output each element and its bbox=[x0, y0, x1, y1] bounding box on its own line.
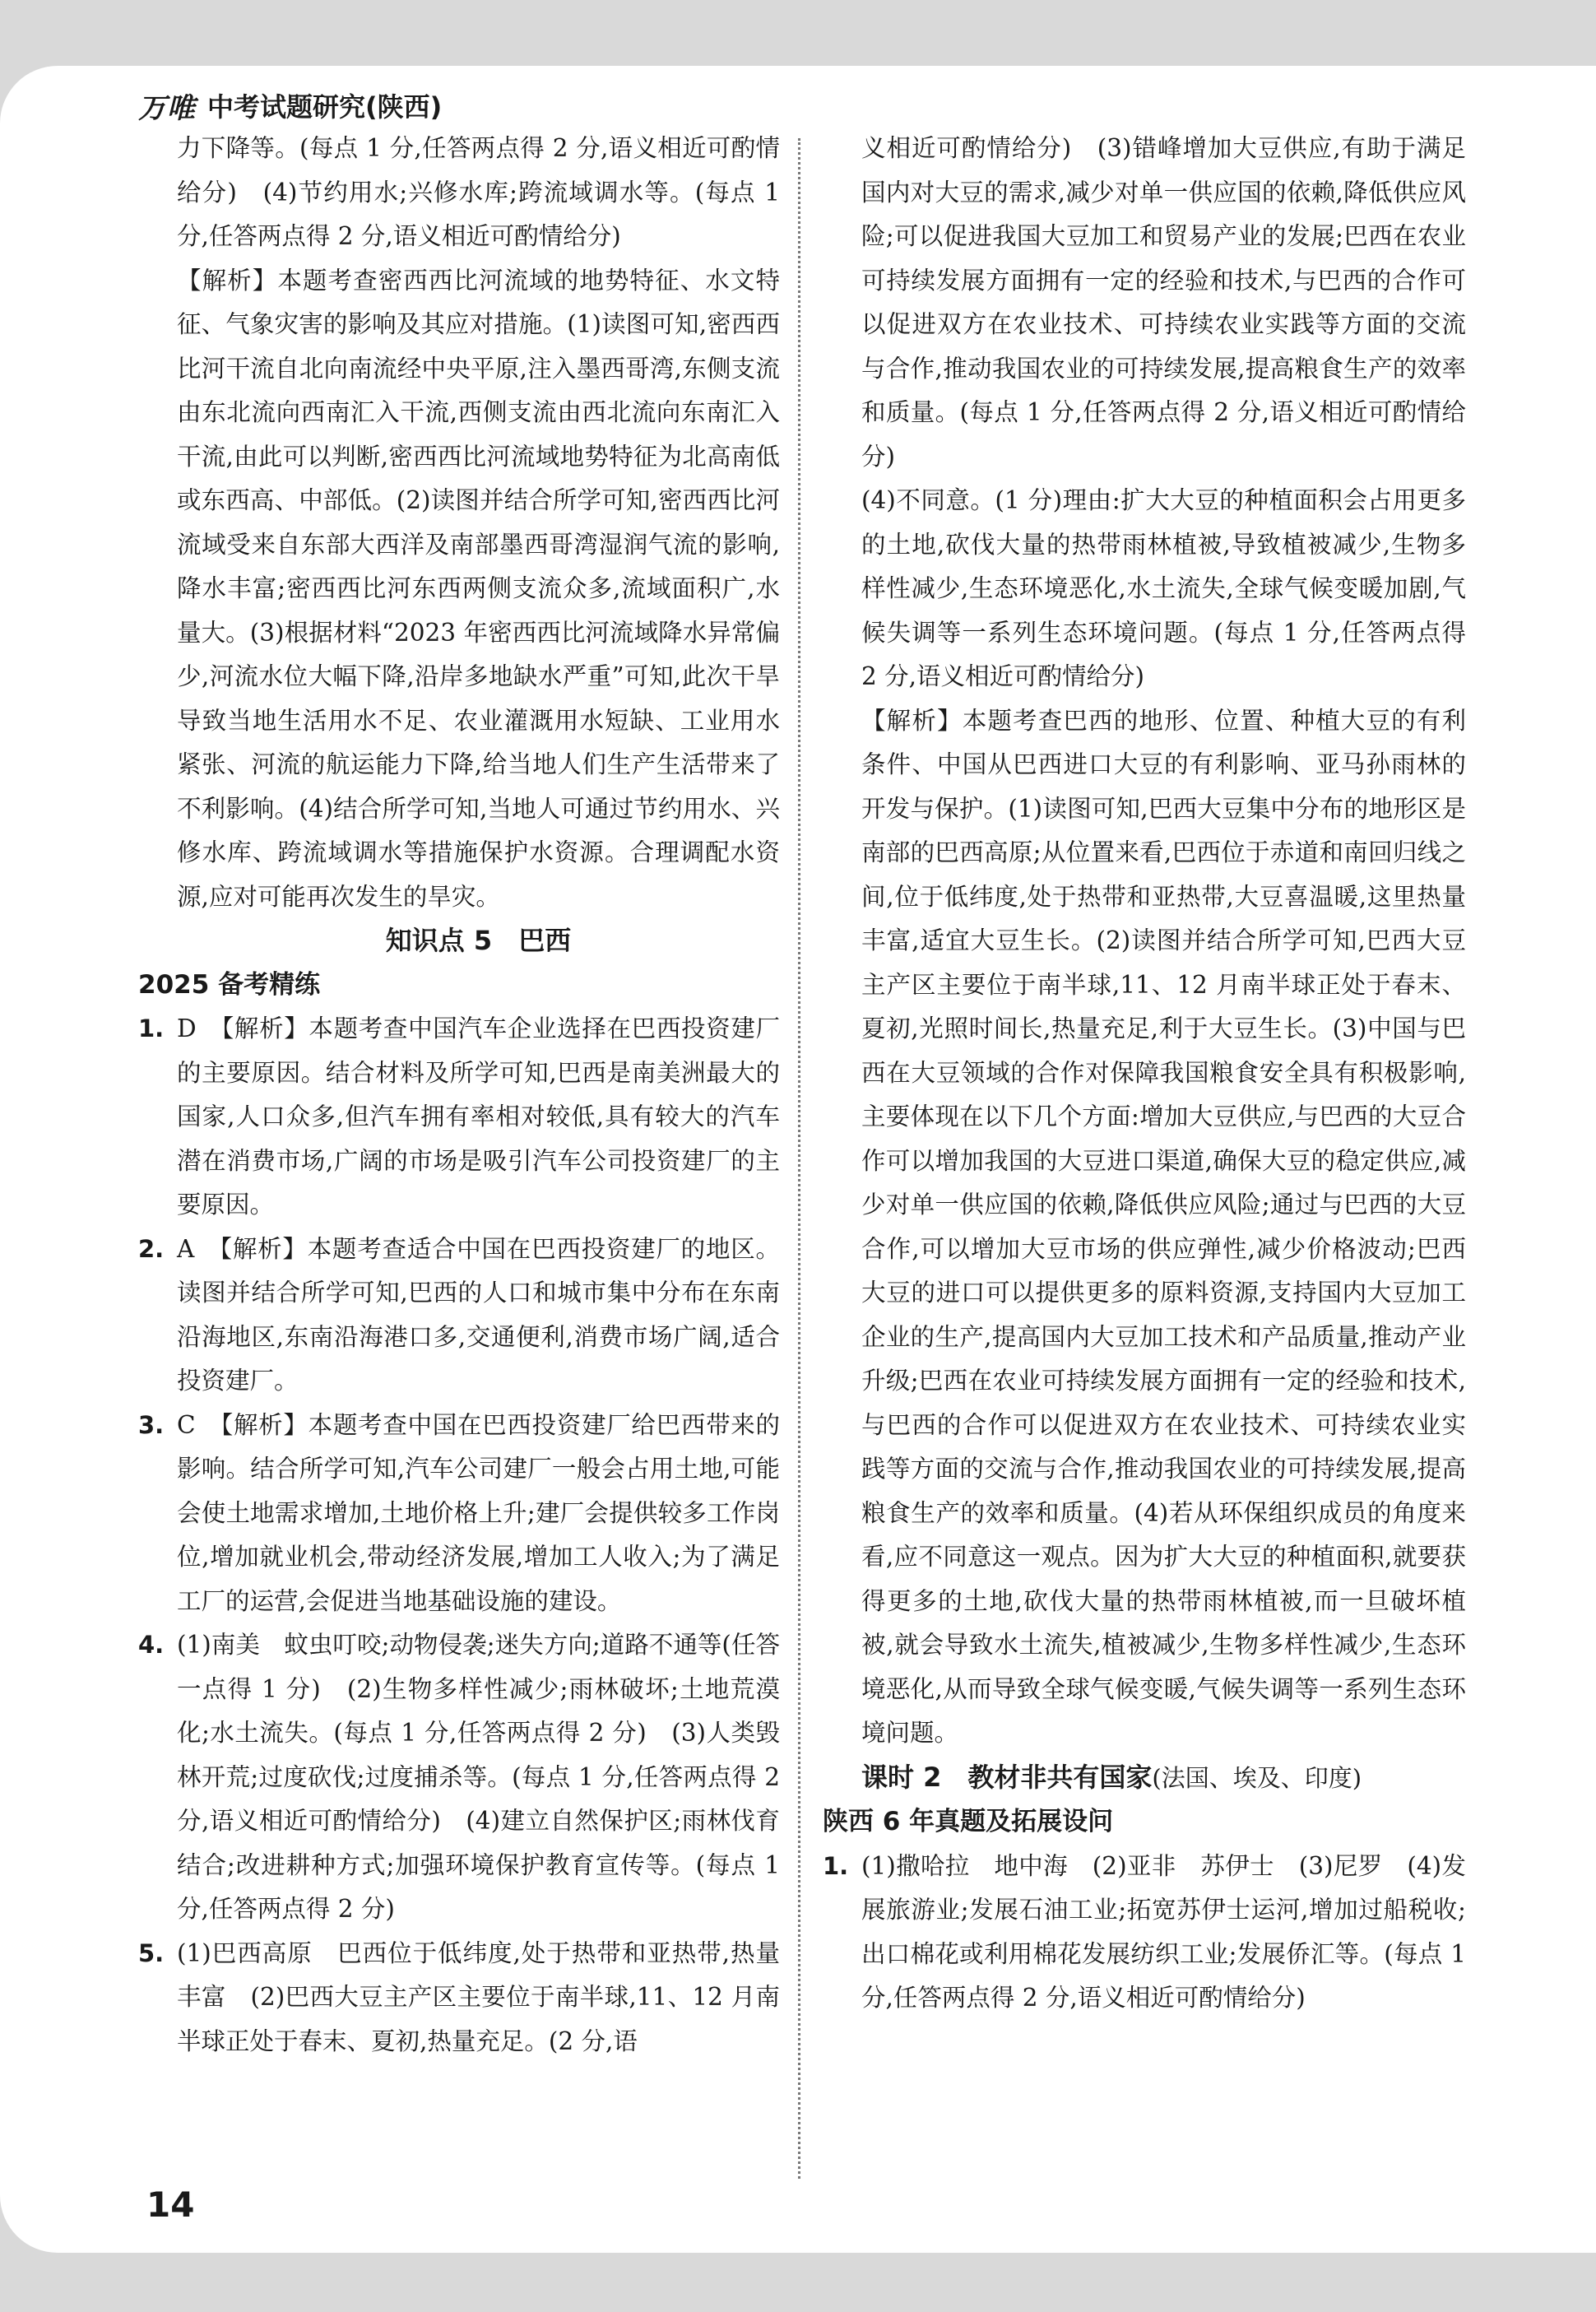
analysis-paragraph: 【解析】本题考查巴西的地形、位置、种植大豆的有利条件、中国从巴西进口大豆的有利影响、亚马孙雨林的开发与保护。(1)读图可知,巴西大豆集中分布的地形区是南部的巴西高原;从位置来看,巴西位于赤道和南回归线之间,位于低纬度,处于热带和亚热带,大豆喜温暖,这里热量丰富,适宜大豆生长。(2)读图并结合所学可知,巴西大豆主产区主要位于南半球,11、12 月南半球正处于春末、夏初,光照时间长,热量充足,利于大豆生长。(3)中国与巴西在大豆领域的合作对保障我国粮食安全具有积极影响,主要体现在以下几个方面:增加大豆供应,与巴西的大豆合作可以增加我国的大豆进口渠道,确保大豆的稳定供应,减少对单一供应国的依赖,降低供应风险;通过与巴西的大豆合作,可以增加大豆市场的供应弹性,减少价格波动;巴西大豆的进口可以提供更多的原料资源,支持国内大豆加工企业的生产,提高国内大豆加工技术和产品质量,推动产业升级;巴西在农业可持续发展方面拥有一定的经验和技术,与巴西的合作可以促进双方在农业技术、可持续农业实践等方面的交流与合作,推动我国农业的可持续发展,提高粮食生产的效率和质量。(4)若从环保组织成员的角度来看,应不同意这一观点。因为扩大大豆的种植面积,就要获得更多的土地,砍伐大量的热带雨林植被,而一旦破坏植被,就会导致水土流失,植被减少,生物多样性减少,生态环境恶化,从而导致全球气候变暖,气候失调等一系列生态环境问题。 bbox=[861, 706, 1466, 1747]
section-heading: 2025 备考精练 bbox=[138, 969, 321, 1000]
left-column bbox=[138, 127, 780, 2064]
book-title: 中考试题研究(陕西) bbox=[207, 91, 443, 123]
answer-item-3 bbox=[138, 1404, 780, 1624]
item-number: 1. bbox=[823, 1851, 849, 1880]
item-text: D 【解析】本题考查中国汽车企业选择在巴西投资建厂的主要原因。结合材料及所学可知,巴西是南美洲最大的国家,人口众多,但汽车拥有率相对较低,具有较大的汽车潜在消费市场,广阔的市场是吸引汽车公司投资建厂的主要原因。 bbox=[177, 1014, 780, 1219]
answer-item-1 bbox=[823, 1845, 1466, 2021]
item-number: 4. bbox=[138, 1631, 165, 1659]
answer-continuation-part4: (4)不同意。(1 分)理由:扩大大豆的种植面积会占用更多的土地,砍伐大量的热带雨林植被,导致植被减少,生物多样性减少,生态环境恶化,水土流失,全球气候变暖加剧,气候失调等一系列生态环境问题。(每点 1 分,任答两点得 2 分,语义相近可酌情给分) bbox=[861, 486, 1466, 690]
answer-item-5 bbox=[138, 1932, 780, 2064]
column-divider bbox=[798, 138, 800, 2179]
knowledge-point-heading: 知识点 5 巴西 bbox=[385, 925, 572, 956]
item-text: C 【解析】本题考查中国在巴西投资建厂给巴西带来的影响。结合所学可知,汽车公司建厂一般会占用土地,可能会使土地需求增加,土地价格上升;建厂会提供较多工作岗位,增加就业机会,带动经济发展,增加工人收入;为了满足工厂的运营,会促进当地基础设施的建设。 bbox=[177, 1410, 780, 1615]
lesson-subtitle: (法国、埃及、印度) bbox=[1152, 1763, 1362, 1792]
item-number: 2. bbox=[138, 1234, 165, 1263]
item-number: 5. bbox=[138, 1938, 165, 1967]
section-heading: 陕西 6 年真题及拓展设问 bbox=[823, 1807, 1114, 1836]
lesson-heading bbox=[823, 1756, 1466, 1801]
answer-item-1 bbox=[138, 1007, 780, 1228]
answer-item-2 bbox=[138, 1228, 780, 1404]
page-header bbox=[138, 82, 442, 128]
item-number: 3. bbox=[138, 1410, 165, 1439]
answer-continuation: 力下降等。(每点 1 分,任答两点得 2 分,语义相近可酌情给分) (4)节约用水;兴修水库;跨流域调水等。(每点 1 分,任答两点得 2 分,语义相近可酌情给分) bbox=[177, 134, 780, 250]
answer-continuation: 义相近可酌情给分) (3)错峰增加大豆供应,有助于满足国内对大豆的需求,减少对单一供应国的依赖,降低供应风险;可以促进我国大豆加工和贸易产业的发展;巴西在农业可持续发展方面拥有一定的经验和技术,与巴西的合作可以促进双方在农业技术、可持续农业实践等方面的交流与合作,推动我国农业的可持续发展,提高粮食生产的效率和质量。(每点 1 分,任答两点得 2 分,语义相近可酌情给分) bbox=[861, 134, 1466, 471]
analysis-paragraph: 【解析】本题考查密西西比河流域的地势特征、水文特征、气象灾害的影响及其应对措施。(1)读图可知,密西西比河干流自北向南流经中央平原,注入墨西哥湾,东侧支流由东北流向西南汇入干流,西侧支流由西北流向东南汇入干流,由此可以判断,密西西比河流域地势特征为北高南低或东西高、中部低。(2)读图并结合所学可知,密西西比河流域受来自东部大西洋及南部墨西哥湾湿润气流的影响,降水丰富;密西西比河东西两侧支流众多,流域面积广,水量大。(3)根据材料“2023 年密西西比河流域降水异常偏少,河流水位大幅下降,沿岸多地缺水严重”可知,此次干旱导致当地生活用水不足、农业灌溉用水短缺、工业用水紧张、河流的航运能力下降,给当地人们生产生活带来了不利影响。(4)结合所学可知,当地人可通过节约用水、兴修水库、跨流域调水等措施保护水资源。合理调配水资源,应对可能再次发生的旱灾。 bbox=[177, 266, 780, 911]
brand-logo: 万唯 bbox=[138, 91, 196, 125]
lesson-title: 课时 2 教材非共有国家 bbox=[861, 1761, 1153, 1793]
item-text: (1)撒哈拉 地中海 (2)亚非 苏伊士 (3)尼罗 (4)发展旅游业;发展石油工业;拓宽苏伊士运河,增加过船税收;出口棉花或利用棉花发展纺织工业;发展侨汇等。(每点 1 分,任答两点得 2 分,语义相近可酌情给分) bbox=[861, 1851, 1466, 2012]
answer-item-4 bbox=[138, 1623, 780, 1932]
item-text: (1)巴西高原 巴西位于低纬度,处于热带和亚热带,热量丰富 (2)巴西大豆主产区主要位于南半球,11、12 月南半球正处于春末、夏初,热量充足。(2 分,语 bbox=[177, 1938, 780, 2055]
item-text: A 【解析】本题考查适合中国在巴西投资建厂的地区。读图并结合所学可知,巴西的人口和城市集中分布在东南沿海地区,东南沿海港口多,交通便利,消费市场广阔,适合投资建厂。 bbox=[177, 1234, 780, 1395]
page-number: 14 bbox=[146, 2184, 195, 2225]
item-number: 1. bbox=[138, 1014, 165, 1042]
item-text: (1)南美 蚊虫叮咬;动物侵袭;迷失方向;道路不通等(任答一点得 1 分) (2)生物多样性减少;雨林破坏;土地荒漠化;水土流失。(每点 1 分,任答两点得 2 分) (3)人类毁林开荒;过度砍伐;过度捕杀等。(每点 1 分,任答两点得 2 分,语义相近可酌情给分) (4)建立自然保护区;雨林伐育结合;改进耕种方式;加强环境保护教育宣传等。(每点 1 分,任答两点得 2 分) bbox=[177, 1631, 780, 1923]
right-column bbox=[823, 127, 1466, 2021]
